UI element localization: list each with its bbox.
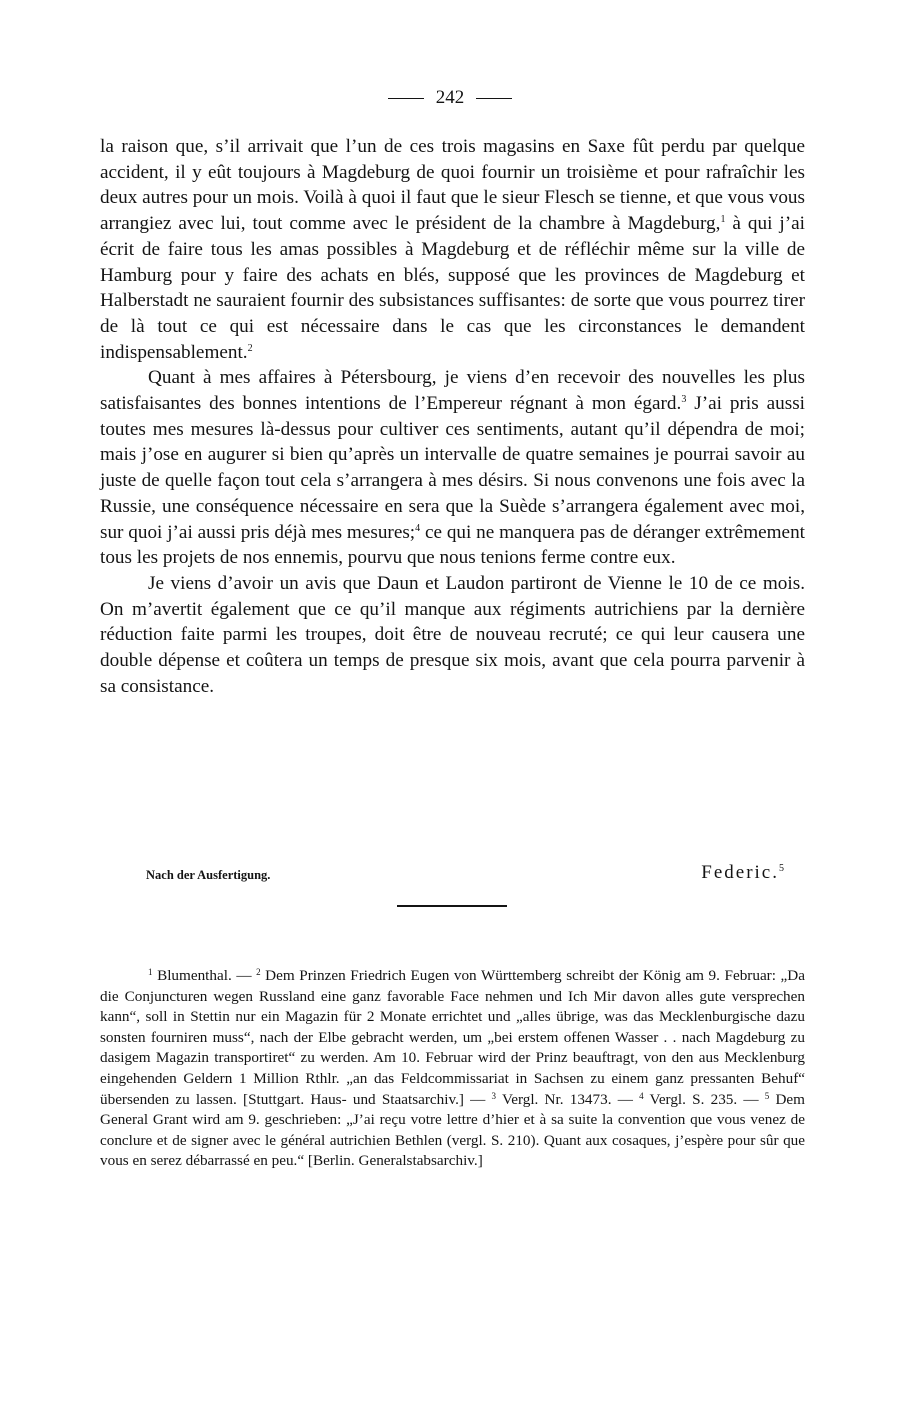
footnotes [100, 966, 805, 1172]
footnote-3-text: Vergl. Nr. 13473. — [496, 1090, 640, 1108]
paragraph-3 [100, 571, 805, 700]
footnote-ref-4: 4 [415, 522, 421, 534]
source-note: Nach der Ausfertigung. [146, 868, 271, 882]
footnote-marker-1: 1 [148, 967, 153, 977]
signature-text: Federic. [701, 862, 779, 883]
page-header [0, 86, 900, 110]
paragraph-2-text-a: Quant à mes affaires à Pétersbourg, je viens d’en recevoir des nouvelles les plus satisfaisantes des bonnes intentions de l’Empereur régnant à mon égard. [100, 367, 805, 415]
letter-body [100, 134, 805, 699]
page-number: 242 [435, 87, 465, 108]
footnote-ref-1: 1 [720, 214, 726, 226]
footnote-separator [397, 905, 507, 907]
closing-row [146, 862, 786, 888]
footnote-marker-2: 2 [256, 967, 261, 977]
footnote-ref-2: 2 [247, 342, 253, 354]
footnote-marker-3: 3 [491, 1090, 497, 1101]
footnote-marker-4: 4 [639, 1090, 644, 1101]
paragraph-1-text-a: la raison que, s’il arrivait que l’un de ces trois magasins en Saxe fût perdu par quelque accident, il y eût toujours à Magdeburg de quoi fournir un troisième et pour rafraîchir les deux autres pour un mois. Voilà à quoi il faut que le sieur Flesch se tienne, et que vous vous arrangiez avec lui, tout comme avec le président de la chambre à Magdeburg, [100, 136, 805, 235]
paragraph-2 [100, 365, 805, 571]
header-rule-left [388, 98, 424, 99]
header-rule-right [476, 98, 512, 99]
paragraph-3-text: Je viens d’avoir un avis que Daun et Laudon partiront de Vienne le 10 de ce mois. On m’avertit également que ce qu’il manque aux régiments autrichiens par la dernière réduction faite parmi les troupes, doit être de nouveau recruté; ce qui leur causera une double dépense et coûtera un temps de presque six mois, avant que cela pourra parvenir à sa consistance. [100, 572, 805, 697]
paragraph-1 [100, 134, 805, 365]
footnote-ref-3: 3 [681, 394, 687, 406]
footnote-marker-5: 5 [764, 1090, 770, 1101]
footnote-ref-5: 5 [779, 863, 786, 874]
footnote-2-text: Dem Prinzen Friedrich Eugen von Württemberg schreibt der König am 9. Februar: „Da die Conjuncturen wegen Russland eine ganz favorable Face nehmen und Ich Mir davon alles gute versprechen kann“, soll in Stettin nur ein Magazin für 2 Monate errichtet und „alles übrige, was das Mecklenburgische dazu sonsten fourniren muss“, nach der Elbe gebracht werden, um „bei erstem offenen Wasser . . nach Magdeburg zu dasigem Magazin transportiret“ zu werden. Am 10. Februar wird der Prinz beauftragt, von den aus Mecklenburg eingehenden Geldern 1 Million Rthlr. „an das Feldcommissariat in Sachsen zu einem ganz pressanten Behuf“ übersenden zu lassen. [Stuttgart. Haus- und Staatsarchiv.] — [100, 967, 805, 1108]
footnote-1-text: Blumenthal. — [152, 967, 257, 984]
footnote-4-text: Vergl. S. 235. — [643, 1090, 765, 1108]
footnote-5-text: Dem General Grant wird am 9. geschrieben: „J’ai reçu votre lettre d’hier et à sa suite la convention que vous venez de conclure et de signer avec le général autrichien Bethlen (vergl. S. 210). Quant aux cosaques, j’espère pour sûr que vous en serez débarrassé en peu.“ [Berlin. Generalstabsarchiv.] [100, 1090, 805, 1170]
paragraph-1-text-b: à qui j’ai écrit de faire tous les amas possibles à Magdeburg et de réfléchir même sur la ville de Hamburg pour y faire des achats en blés, supposé que les provinces de Magdeburg et Halberstadt ne sauraient fournir des subsistances suffisantes: de sorte que vous pourrez tirer de là tout ce qui est nécessaire dans le cas que les circonstances le demandent indispensablement. [100, 213, 805, 363]
signature [701, 862, 786, 884]
paragraph-2-text-c: ce qui ne manquera pas de déranger extrêmement tous les projets de nos ennemis, pourvu que nous tenions ferme contre eux. [100, 521, 805, 569]
paragraph-2-text-b: J’ai pris aussi toutes mes mesures là-dessus pour cultiver ces sentiments, autant qu’il dépendra de moi; mais j’ose en augurer si bien qu’après un intervalle de quatre semaines je pourrai savoir au juste de quelle façon tout cela s’arrangera à mes désirs. Si nous convenons une fois avec la Russie, une conséquence nécessaire en sera que la Suède s’arrangera également avec moi, sur quoi j’ai aussi pris déjà mes mesures; [100, 393, 805, 543]
